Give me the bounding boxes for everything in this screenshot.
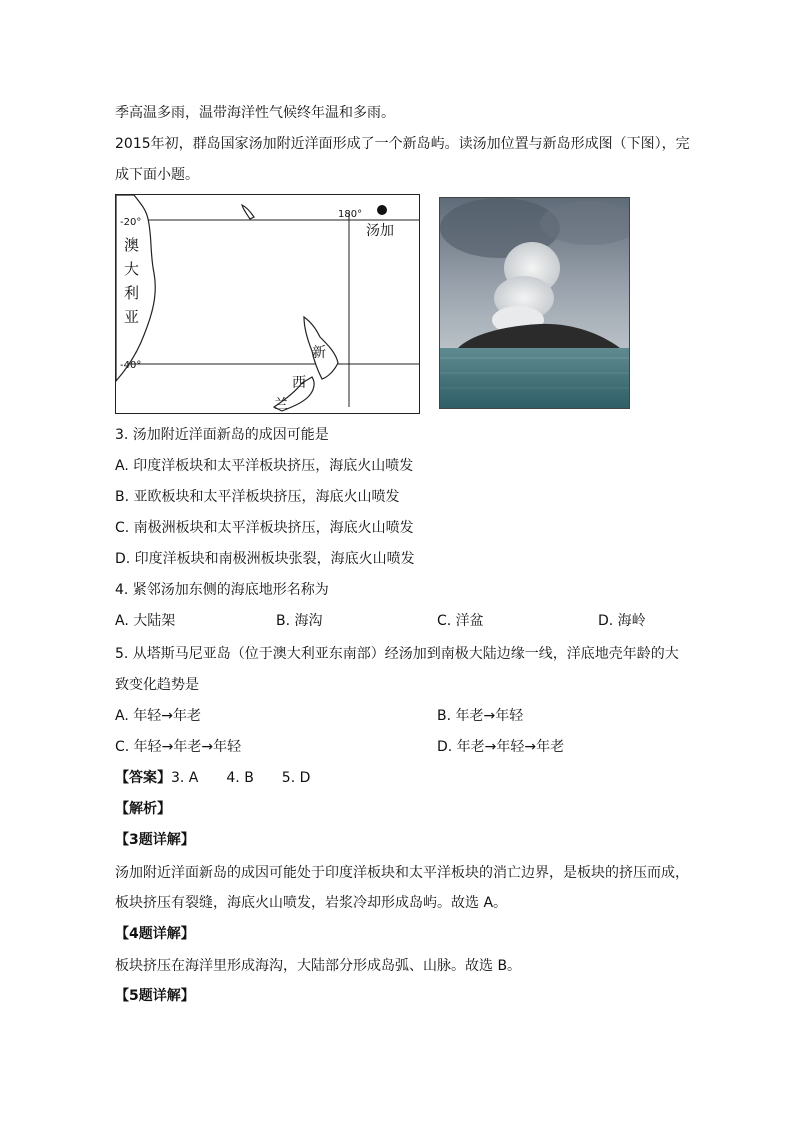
nz-char-3: 兰 <box>274 397 288 413</box>
q4-option-d: D. 海岭 <box>598 613 646 629</box>
new-caledonia-island <box>242 205 254 219</box>
nz-char-2: 西 <box>292 375 306 391</box>
sea <box>440 348 629 408</box>
q4-option-b: B. 海沟 <box>276 613 323 629</box>
analysis-label: 【解析】 <box>115 801 171 817</box>
answer-text: 3. A 4. B 5. D <box>171 770 311 786</box>
answer-label: 【答案】 <box>115 770 171 786</box>
tonga-marker <box>377 205 387 215</box>
q3-stem: 3. 汤加附近洋面新岛的成因可能是 <box>115 427 329 443</box>
q3-option-a: A. 印度洋板块和太平洋板块挤压，海底火山喷发 <box>115 458 414 474</box>
photo-drawing <box>440 198 629 408</box>
detail-4-line-1: 板块挤压在海洋里形成海沟，大陆部分形成岛弧、山脉。故选 B。 <box>115 958 522 974</box>
lat-label-bottom: -40° <box>120 360 142 371</box>
nz-char-1: 新 <box>312 345 326 361</box>
lon-label: 180° <box>338 209 363 220</box>
new-island-photo <box>439 197 630 409</box>
q3-option-c: C. 南极洲板块和太平洋板块挤压，海底火山喷发 <box>115 520 414 536</box>
q4-option-a: A. 大陆架 <box>115 613 176 629</box>
intro-line-1: 季高温多雨，温带海洋性气候终年温和多雨。 <box>115 105 395 121</box>
detail-3-line-2: 板块挤压有裂缝，海底火山喷发，岩浆冷却形成岛屿。故选 A。 <box>115 895 508 911</box>
lat-label-top: -20° <box>120 217 142 228</box>
aus-char-4: 亚 <box>124 308 140 326</box>
aus-char-3: 利 <box>124 284 140 302</box>
map-drawing <box>116 195 419 413</box>
detail-3-label: 【3题详解】 <box>115 832 195 848</box>
aus-char-1: 澳 <box>124 236 140 254</box>
q3-option-d: D. 印度洋板块和南极洲板块张裂，海底火山喷发 <box>115 551 415 567</box>
tonga-label: 汤加 <box>366 223 394 239</box>
detail-4-label: 【4题详解】 <box>115 926 195 942</box>
q4-stem: 4. 紧邻汤加东侧的海底地形名称为 <box>115 582 329 598</box>
answer-line <box>115 768 310 788</box>
q5-stem-1: 5. 从塔斯马尼亚岛（位于澳大利亚东南部）经汤加到南极大陆边缘一线，洋底地壳年龄的大 <box>115 646 679 662</box>
detail-5-label: 【5题详解】 <box>115 988 195 1004</box>
tonga-location-map <box>115 194 420 414</box>
detail-3-line-1: 汤加附近洋面新岛的成因可能处于印度洋板块和太平洋板块的消亡边界，是板块的挤压而成， <box>115 865 689 881</box>
q3-option-b: B. 亚欧板块和太平洋板块挤压，海底火山喷发 <box>115 489 400 505</box>
q5-option-d: D. 年老→年轻→年老 <box>437 739 565 755</box>
q4-option-c: C. 洋盆 <box>437 613 484 629</box>
intro-line-2: 2015年初，群岛国家汤加附近洋面形成了一个新岛屿。读汤加位置与新岛形成图（下图），完 <box>115 136 690 152</box>
aus-char-2: 大 <box>124 260 140 278</box>
intro-line-3: 成下面小题。 <box>115 167 199 183</box>
q5-option-c: C. 年轻→年老→年轻 <box>115 739 242 755</box>
q5-option-a: A. 年轻→年老 <box>115 708 201 724</box>
q5-option-b: B. 年老→年轻 <box>437 708 524 724</box>
q5-stem-2: 致变化趋势是 <box>115 677 199 693</box>
